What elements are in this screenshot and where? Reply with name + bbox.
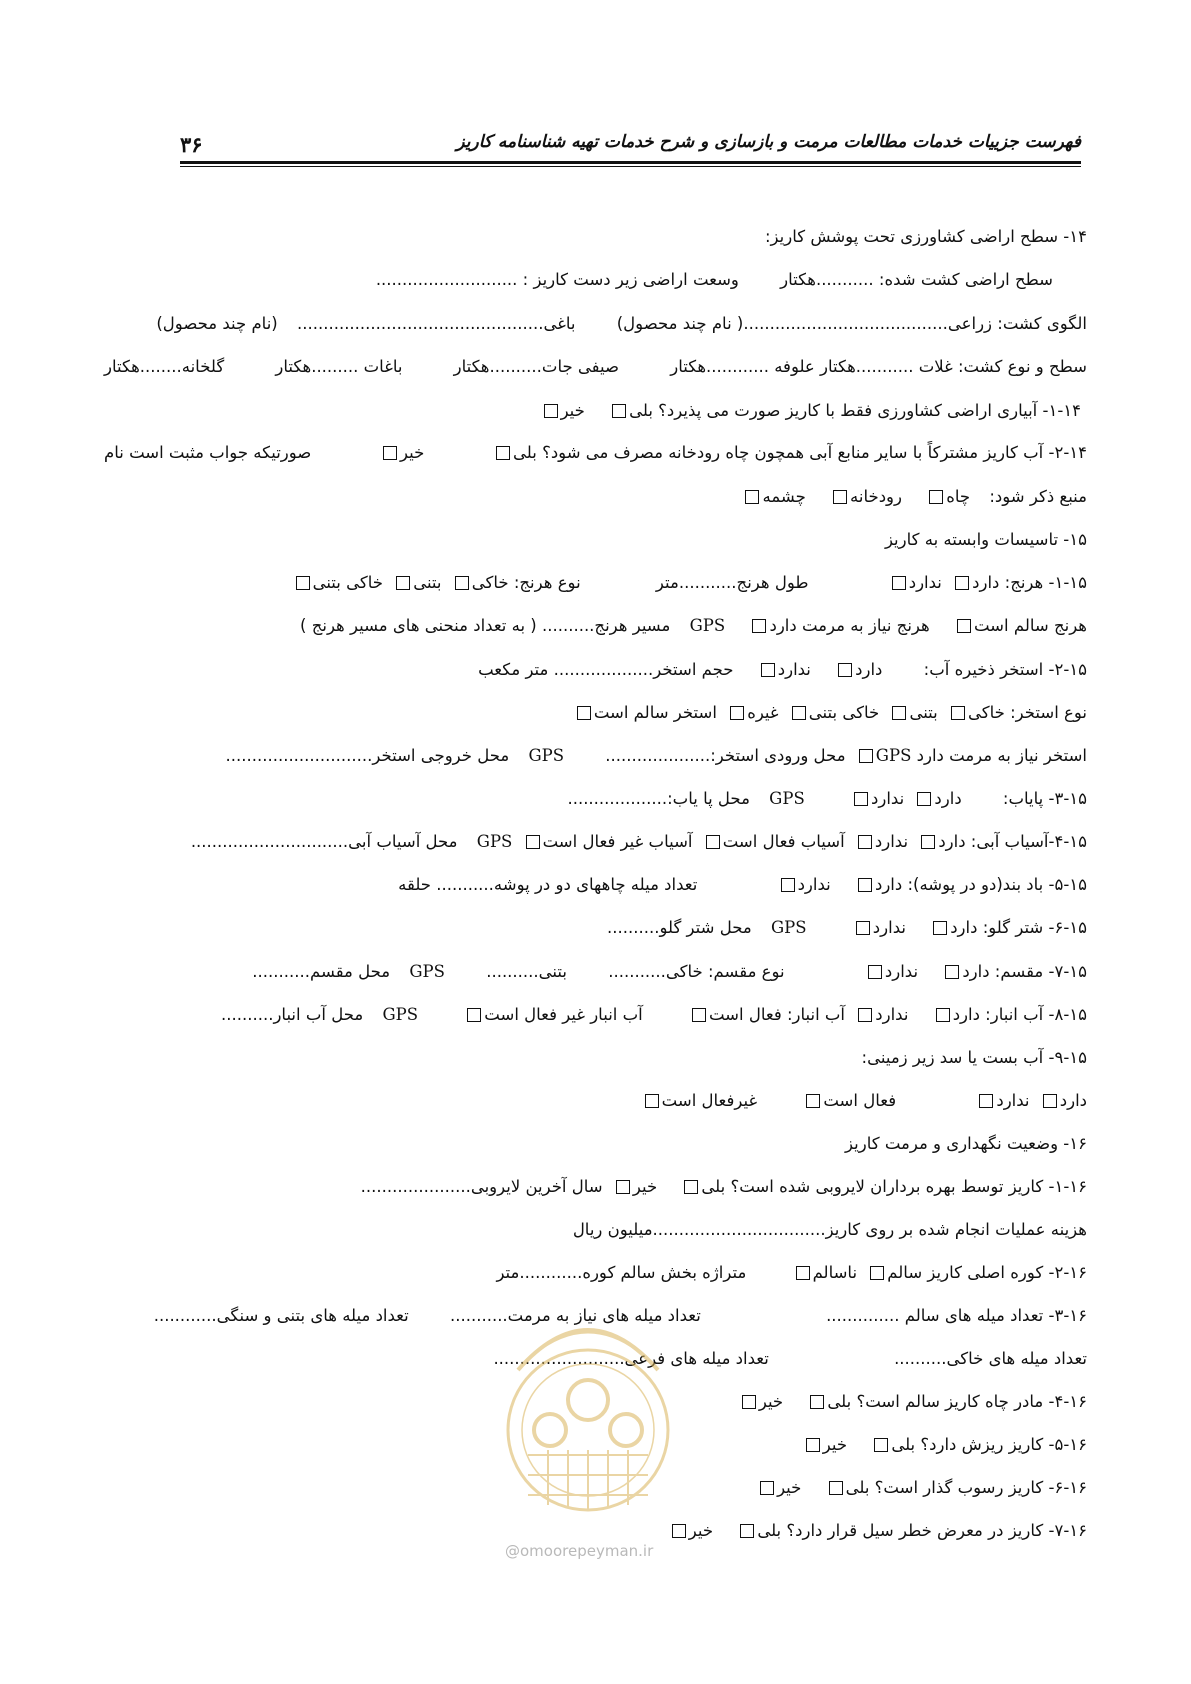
text: محل خروجی استخر............................ — [225, 746, 510, 765]
text: بتنی — [909, 703, 938, 722]
text: هزینه عملیات انجام شده بر روی کاریز.................................میلیون ریال — [572, 1220, 1087, 1239]
text: غیرفعال است — [661, 1091, 758, 1110]
checkbox-icon[interactable] — [929, 490, 943, 504]
checkbox-icon[interactable] — [917, 792, 931, 806]
gps-label: GPS — [382, 1005, 419, 1024]
text: تعداد میله های بتنی و سنگی............ — [153, 1306, 409, 1325]
text: تعداد میله چاههای دو در پوشه........... حلقه — [398, 875, 698, 894]
checkbox-icon[interactable] — [951, 706, 965, 720]
line-crop-pattern — [156, 309, 1087, 339]
text: آب انبار غیر فعال است — [484, 1005, 643, 1024]
text: طول هرنج...........متر — [655, 573, 809, 592]
text: ۵-۱۶- کاریز ریزش دارد؟ بلی — [891, 1435, 1087, 1454]
text: خیر — [777, 1478, 802, 1497]
text: ندارد — [777, 660, 811, 679]
text: تعداد میله های نیاز به مرمت........... — [449, 1306, 701, 1325]
checkbox-icon[interactable] — [1043, 1094, 1057, 1108]
agronomy-label: الگوی کشت: زراعی.......................................( نام چند محصول) — [616, 314, 1087, 333]
text: استخر نیاز به مرمت دارد — [916, 746, 1087, 765]
section-14-heading — [765, 222, 1087, 252]
line-15-9 — [862, 1043, 1087, 1073]
checkbox-icon[interactable] — [955, 576, 969, 590]
line-16-5 — [798, 1430, 1087, 1460]
checkbox-icon[interactable] — [810, 1395, 824, 1409]
header-rule-thick — [180, 161, 1081, 164]
gps-label: GPS — [769, 789, 805, 808]
line-cost — [573, 1215, 1087, 1245]
checkbox-icon[interactable] — [792, 706, 806, 720]
text: ۴-۱۵-آسیاب آبی: دارد — [938, 832, 1087, 851]
header-rule-thin — [180, 166, 1081, 167]
text: تعداد میله های خاکی.......... — [894, 1349, 1087, 1368]
checkbox-icon[interactable] — [806, 1438, 820, 1452]
line-15-5 — [398, 870, 1087, 900]
text: ندارد — [908, 573, 942, 592]
option-well: چاه — [946, 487, 971, 506]
text: خیر — [822, 1435, 848, 1454]
checkbox-icon[interactable] — [858, 835, 872, 849]
text: دارد — [1059, 1091, 1087, 1110]
text: دارد — [855, 660, 883, 679]
text: ۷-۱۶- کاریز در معرض خطر سیل قرار دارد؟ بلی — [757, 1521, 1087, 1540]
text: محل آسیاب آبی.............................. — [190, 832, 458, 851]
checkbox-icon[interactable] — [740, 1524, 754, 1538]
line-crop-area-type — [104, 352, 1087, 382]
checkbox-icon[interactable] — [870, 1266, 884, 1280]
line-source — [737, 482, 1087, 512]
checkbox-icon[interactable] — [761, 663, 775, 677]
checkbox-icon[interactable] — [577, 706, 591, 720]
option-river: رودخانه — [850, 487, 902, 506]
checkbox-icon[interactable] — [616, 1180, 630, 1194]
text: بتنی — [413, 573, 442, 592]
text: ۱-۱۵- هرنج: دارد — [972, 573, 1087, 592]
line-15-8 — [221, 1000, 1087, 1030]
checkbox-icon[interactable] — [526, 835, 540, 849]
checkbox-icon[interactable] — [833, 490, 847, 504]
gps-label: GPS — [875, 746, 912, 765]
section-15-heading — [885, 525, 1087, 555]
text: باغات .........هکتار — [275, 357, 403, 376]
line-15-4 — [191, 827, 1087, 857]
header-title: فهرست جزییات خدمات مطالعات مرمت و بازسازی و شرح خدمات تهیه شناسنامه کاریز — [456, 132, 1081, 152]
page-number: ۳۶ — [180, 132, 203, 157]
checkbox-icon[interactable] — [781, 878, 795, 892]
checkbox-icon[interactable] — [612, 404, 626, 418]
text: ۲-۱۵- استخر ذخیره آب: — [923, 660, 1087, 679]
text: هرنج سالم است — [973, 616, 1087, 635]
text: خیر — [758, 1392, 784, 1411]
checkbox-icon[interactable] — [645, 1094, 659, 1108]
text: ندارد — [874, 832, 909, 851]
text: محل مقسم........... — [252, 962, 391, 981]
text: ۱۵- تاسیسات وابسته به کاریز — [884, 530, 1087, 549]
text: منبع ذکر شود: — [989, 487, 1087, 506]
checkbox-icon[interactable] — [296, 576, 310, 590]
text: گلخانه........هکتار — [104, 357, 225, 376]
text: غیره — [747, 703, 779, 722]
line-15-1 — [288, 568, 1087, 598]
seal-logo-icon — [488, 1280, 688, 1540]
text: خیر — [632, 1177, 658, 1196]
checkbox-icon[interactable] — [874, 1438, 888, 1452]
crop-names-label: (نام چند محصول) — [156, 314, 278, 333]
orchard-label: باغی............................................... — [296, 314, 576, 333]
checkbox-icon[interactable] — [854, 792, 868, 806]
text: صورتیکه جواب مثبت است نام — [104, 443, 312, 462]
checkbox-icon[interactable] — [396, 576, 410, 590]
text: ندارد — [884, 962, 919, 981]
checkbox-icon[interactable] — [858, 878, 872, 892]
checkbox-icon[interactable] — [858, 1008, 872, 1022]
checkbox-icon[interactable] — [806, 1094, 820, 1108]
text: صیفی جات..........هکتار — [453, 357, 620, 376]
line-14-1 — [536, 396, 1081, 426]
checkbox-icon[interactable] — [467, 1008, 481, 1022]
text: ۳-۱۵- پایاب: — [1002, 789, 1087, 808]
gps-label: GPS — [770, 918, 807, 937]
text: ندارد — [996, 1091, 1030, 1110]
text: نوع مقسم: خاکی........... — [608, 962, 785, 981]
cultivated-area-label: سطح اراضی کشت شده: ...........هکتار — [780, 270, 1053, 289]
checkbox-icon[interactable] — [692, 1008, 706, 1022]
checkbox-icon[interactable] — [979, 1094, 993, 1108]
line-canal-status — [300, 611, 1087, 641]
checkbox-icon[interactable] — [730, 706, 744, 720]
text: محل ورودی استخر:.................... — [605, 746, 846, 765]
text: ۸-۱۵- آب انبار: دارد — [952, 1005, 1087, 1024]
karez-land-area-label: وسعت اراضی زیر دست کاریز : ........................... — [375, 270, 739, 289]
checkbox-icon[interactable] — [892, 576, 906, 590]
text: مسیر هرنج.......... ( به تعداد منحنی های مسیر هرنج ) — [300, 616, 671, 635]
checkbox-icon[interactable] — [383, 446, 397, 460]
text: ناسالم — [812, 1263, 858, 1282]
text: نوع هرنج: خاکی — [471, 573, 581, 592]
page-header — [180, 126, 1081, 164]
option-spring: چشمه — [762, 487, 806, 506]
section-16-heading — [845, 1129, 1087, 1159]
line-16-1 — [361, 1172, 1087, 1202]
line-15-3 — [567, 784, 1087, 814]
checkbox-icon[interactable] — [838, 663, 852, 677]
text: آب انبار: فعال است — [708, 1005, 846, 1024]
text: هرنج نیاز به مرمت دارد — [769, 616, 930, 635]
text: ندارد — [797, 875, 831, 894]
line-pool-repair — [226, 741, 1088, 771]
checkbox-icon[interactable] — [868, 965, 882, 979]
checkbox-icon[interactable] — [856, 921, 870, 935]
text: محل آب انبار.......... — [221, 1005, 364, 1024]
checkbox-icon[interactable] — [455, 576, 469, 590]
text: ۱-۱۶- کاریز توسط بهره برداران لایروبی شده است؟ بلی — [701, 1177, 1087, 1196]
text: ۵-۱۵- باد بند(دو در پوشه): دارد — [874, 875, 1087, 894]
text: آسیاب غیر فعال است — [542, 832, 693, 851]
checkbox-icon[interactable] — [496, 446, 510, 460]
line-16-6 — [752, 1473, 1087, 1503]
line-dam-options — [637, 1086, 1087, 1116]
text: ۷-۱۵- مقسم: دارد — [962, 962, 1087, 981]
checkbox-icon[interactable] — [796, 1266, 810, 1280]
question-text: ۲-۱۴- آب کاریز مشترکاً با سایر منابع آبی همچون چاه رودخانه مصرف می شود؟ بلی — [513, 443, 1088, 462]
text: محل پا یاب:................... — [567, 789, 750, 808]
option-no: خیر — [400, 443, 425, 462]
text: ۱۶- وضعیت نگهداری و مرمت کاریز — [845, 1134, 1087, 1153]
checkbox-icon[interactable] — [684, 1180, 698, 1194]
gps-label: GPS — [409, 962, 445, 981]
line-15-7 — [252, 957, 1087, 987]
text: متراژه بخش سالم کوره............متر — [496, 1263, 747, 1282]
checkbox-icon[interactable] — [829, 1481, 843, 1495]
text: ۶-۱۶- کاریز رسوب گذار است؟ بلی — [845, 1478, 1087, 1497]
text: ۱۴- سطح اراضی کشاورزی تحت پوشش کاریز: — [764, 227, 1087, 246]
checkbox-icon[interactable] — [544, 404, 558, 418]
gps-label: GPS — [689, 616, 726, 635]
watermark-site: @omoorepeyman.ir — [505, 1542, 654, 1560]
text: ندارد — [872, 918, 906, 937]
checkbox-icon[interactable] — [742, 1395, 756, 1409]
checkbox-icon[interactable] — [945, 965, 959, 979]
line-16-4 — [734, 1387, 1087, 1417]
text: ۹-۱۵- آب بست یا سد زیر زمینی: — [861, 1048, 1087, 1067]
text: سال آخرین لایروبی..................... — [360, 1177, 603, 1196]
text: ۴-۱۶- مادر چاه کاریز سالم است؟ بلی — [827, 1392, 1087, 1411]
gps-label: GPS — [476, 832, 513, 851]
option-no: خیر — [560, 401, 585, 420]
checkbox-icon[interactable] — [921, 835, 935, 849]
text: سطح و نوع کشت: غلات ...........هکتار علوفه ............هکتار — [670, 357, 1088, 376]
checkbox-icon[interactable] — [752, 619, 766, 633]
checkbox-icon[interactable] — [892, 706, 906, 720]
text: بتنی.......... — [486, 962, 567, 981]
text: ندارد — [871, 789, 905, 808]
line-16-7 — [664, 1516, 1087, 1546]
line-14-2 — [104, 438, 1087, 468]
line-cultivated-area — [376, 265, 1053, 295]
text: محل شتر گلو.......... — [607, 918, 752, 937]
line-15-2 — [478, 655, 1087, 685]
line-pool-type — [569, 698, 1087, 728]
checkbox-icon[interactable] — [760, 1481, 774, 1495]
text: نوع استخر: خاکی — [968, 703, 1087, 722]
gps-label: GPS — [528, 746, 565, 765]
text: دارد — [934, 789, 962, 808]
text: استخر سالم است — [593, 703, 717, 722]
line-15-6 — [607, 913, 1087, 943]
text: تعداد میله های فرعی......................... — [493, 1349, 769, 1368]
text: ۶-۱۵- شتر گلو: دارد — [950, 918, 1087, 937]
checkbox-icon[interactable] — [745, 490, 759, 504]
checkbox-icon[interactable] — [957, 619, 971, 633]
checkbox-icon[interactable] — [936, 1008, 950, 1022]
text: خاکی بتنی — [808, 703, 880, 722]
text: ۲-۱۶- کوره اصلی کاریز سالم — [887, 1263, 1087, 1282]
text: آسیاب فعال است — [722, 832, 845, 851]
text: فعال است — [823, 1091, 897, 1110]
checkbox-icon[interactable] — [859, 749, 873, 763]
text: ۳-۱۶- تعداد میله های سالم .............. — [826, 1306, 1087, 1325]
text: ندارد — [875, 1005, 909, 1024]
text: حجم استخر................... متر مکعب — [478, 660, 734, 679]
text: خیر — [688, 1521, 714, 1540]
checkbox-icon[interactable] — [706, 835, 720, 849]
question-text: ۱-۱۴- آبیاری اراضی کشاورزی فقط با کاریز صورت می پذیرد؟ بلی — [629, 401, 1081, 420]
text: خاکی بتنی — [312, 573, 383, 592]
checkbox-icon[interactable] — [933, 921, 947, 935]
